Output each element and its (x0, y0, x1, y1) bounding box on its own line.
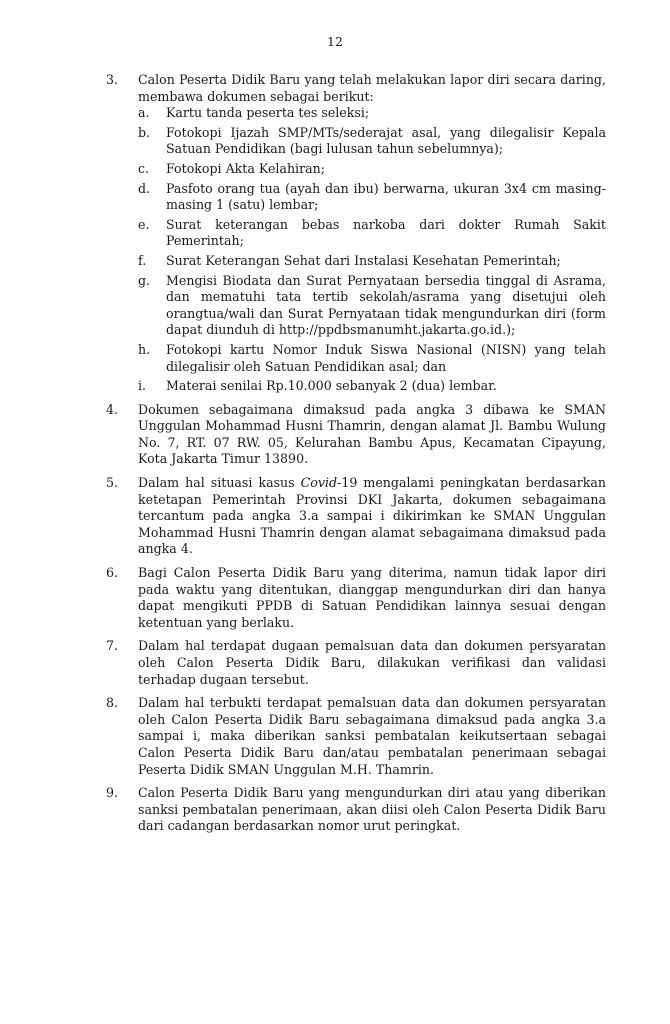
sub-item-text: Surat Keterangan Sehat dari Instalasi Kesehatan Pemerintah; (166, 252, 561, 268)
item-number: 8. (106, 695, 119, 711)
sub-item-text: Pasfoto orang tua (ayah dan ibu) berwarna, ukuran 3x4 cm masing-masing 1 (satu) lembar; (166, 180, 606, 213)
sub-item-text: Materai senilai Rp.10.000 sebanyak 2 (dua) lembar. (166, 378, 497, 394)
item-text: Calon Peserta Didik Baru yang telah melakukan lapor diri secara daring, membawa dokumen sebagai berikut: (138, 72, 606, 104)
item-text (138, 475, 606, 558)
sub-item-text: Fotokopi Ijazah SMP/MTs/sederajat asal, yang dilegalisir Kepala Satuan Pendidikan (bagi lulusan tahun sebelumnya); (166, 124, 606, 157)
sub-list (138, 105, 606, 395)
sub-item-letter: i. (138, 378, 147, 394)
item-text: Dalam hal terbukti terdapat pemalsuan data dan dokumen persyaratan oleh Calon Peserta Didik Baru sebagaimana dimaksud pada angka 3.a sampai i, maka diberikan sanksi pembatalan keikutsertaan sebagai Calon Peserta Didik Baru dan/atau pembatalan penerimaan sebagai Peserta Didik SMAN Unggulan M.H. Thamrin. (138, 695, 606, 777)
sub-item-c (138, 161, 606, 178)
document-body (104, 72, 606, 842)
sub-item-text: Kartu tanda peserta tes seleksi; (166, 105, 370, 121)
sub-item-text: Fotokopi Akta Kelahiran; (166, 160, 325, 176)
item-number: 4. (106, 401, 119, 417)
sub-item-letter: c. (138, 160, 150, 176)
sub-item-e (138, 217, 606, 250)
item-text: Dokumen sebagaimana dimaksud pada angka 3 dibawa ke SMAN Unggulan Mohammad Husni Thamrin, dengan alamat Jl. Bambu Wulung No. 7, RT. 07 RW. 05, Kelurahan Bambu Apus, Kecamatan Cipayung, Kota Jakarta Timur 13890. (138, 401, 606, 467)
item-text-pre: Dalam hal situasi kasus (138, 475, 301, 491)
item-text: Calon Peserta Didik Baru yang mengundurkan diri atau yang diberikan sanksi pembatalan penerimaan, akan diisi oleh Calon Peserta Didik Baru dari cadangan berdasarkan nomor urut peringkat. (138, 785, 606, 834)
list-item-3 (104, 72, 606, 395)
item-number: 7. (106, 638, 119, 654)
sub-item-h (138, 342, 606, 375)
list-item-6 (104, 565, 606, 631)
sub-item-d (138, 181, 606, 214)
list-item-9 (104, 785, 606, 835)
page-number: 12 (327, 34, 343, 49)
item-number: 9. (106, 785, 119, 801)
item-number: 5. (106, 475, 119, 491)
sub-item-letter: a. (138, 105, 150, 121)
sub-item-text: Surat keterangan bebas narkoba dari dokter Rumah Sakit Pemerintah; (166, 216, 606, 249)
sub-item-i (138, 378, 606, 395)
sub-item-letter: f. (138, 252, 147, 268)
list-item-8 (104, 695, 606, 778)
item-number: 6. (106, 565, 119, 581)
sub-item-b (138, 125, 606, 158)
sub-item-text: Mengisi Biodata dan Surat Pernyataan bersedia tinggal di Asrama, dan mematuhi tata tertib sekolah/asrama yang disetujui oleh orangtua/wali dan Surat Pernyataan tidak mengundurkan diri (form dapat diunduh di http://ppdbsmanumht.jakarta.go.id.); (166, 272, 606, 338)
list-item-5 (104, 475, 606, 558)
list-item-7 (104, 638, 606, 688)
sub-item-letter: h. (138, 341, 151, 357)
sub-item-letter: g. (138, 272, 151, 288)
item-text: Bagi Calon Peserta Didik Baru yang diterima, namun tidak lapor diri pada waktu yang ditentukan, dianggap mengundurkan diri dan hanya dapat mengikuti PPDB di Satuan Pendidikan lainnya sesuai dengan ketentuan yang berlaku. (138, 565, 606, 630)
sub-item-f (138, 253, 606, 270)
list-item-4 (104, 402, 606, 468)
item-number: 3. (106, 72, 119, 87)
sub-item-g (138, 273, 606, 339)
sub-item-letter: d. (138, 180, 151, 196)
sub-item-a (138, 105, 606, 122)
item-text-post: -19 mengalami peningkatan berdasarkan ketetapan Pemerintah Provinsi DKI Jakarta, dokumen sebagaimana tercantum pada angka 3.a sampai i dikirimkan ke SMAN Unggulan Mohammad Husni Thamrin dengan alamat sebagaimana dimaksud pada angka 4. (138, 475, 606, 557)
sub-item-text: Fotokopi kartu Nomor Induk Siswa Nasional (NISN) yang telah dilegalisir oleh Satuan Pendidikan asal; dan (166, 341, 606, 374)
sub-item-letter: e. (138, 216, 150, 232)
sub-item-letter: b. (138, 124, 151, 140)
item-text: Dalam hal terdapat dugaan pemalsuan data dan dokumen persyaratan oleh Calon Peserta Didik Baru, dilakukan verifikasi dan validasi terhadap dugaan tersebut. (138, 638, 606, 687)
item-text-italic: Covid (300, 475, 338, 491)
